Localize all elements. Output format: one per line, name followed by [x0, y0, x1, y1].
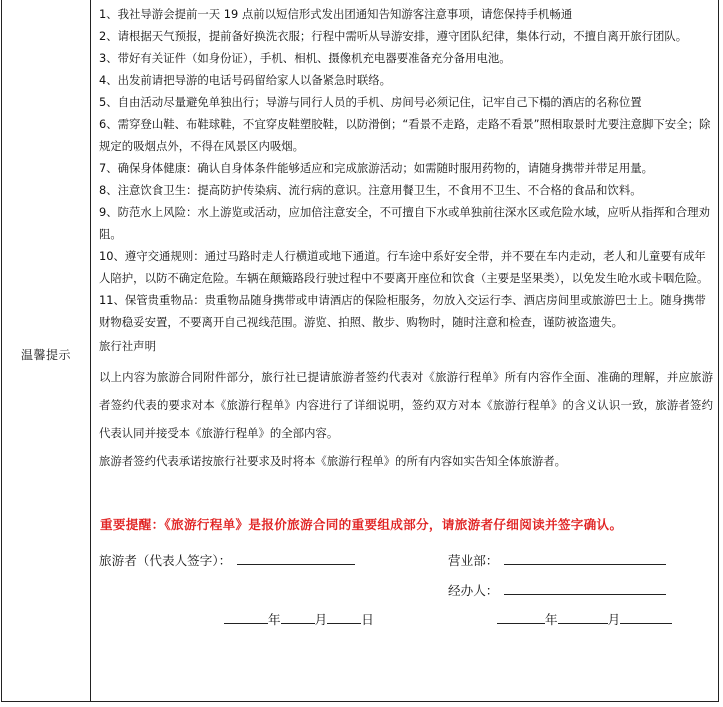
year-label: 年: [545, 612, 558, 627]
dept-signature-line[interactable]: [504, 550, 666, 565]
declaration-paragraph: 以上内容为旅游合同附件部分，旅行社已提请旅游者签约代表对《旅游行程单》所有内容作全面、准确的理解，并应旅游者签约代表的要求对本《旅游行程单》内容进行了详细说明，签约双方对本《旅游行程单》的含义认识一致，旅游者签约代表认同并接受本《旅游行程单》的全部内容。: [99, 370, 713, 440]
month-label: 月: [607, 612, 621, 627]
month-label: 月: [314, 612, 328, 627]
handler-label: 经办人：: [448, 583, 499, 598]
day-blank[interactable]: [327, 609, 361, 624]
day-blank-line[interactable]: [620, 609, 672, 624]
note-item: 2、请根据天气预报，提前备好换洗衣服；行程中需听从导游安排，遵守团队纪律，集体行动，不擅自离开旅行团队。: [99, 29, 688, 43]
month-blank[interactable]: [281, 609, 315, 624]
content-cell: [99, 3, 713, 475]
declaration-paragraph: 旅游者签约代表承诺按旅行社要求及时将本《旅游行程单》的所有内容如实告知全体旅游者。: [99, 454, 567, 468]
section-label-column: [2, 0, 91, 701]
declaration-title: 旅行社声明: [99, 339, 156, 353]
handler-signature-line[interactable]: [504, 580, 666, 595]
important-warning: 重要提醒：《旅游行程单》是报价旅游合同的重要组成部分，请旅游者仔细阅读并签字确认。: [100, 517, 623, 532]
note-item: 6、需穿登山鞋、布鞋球鞋，不宜穿皮鞋塑胶鞋，以防滑倒；“看景不走路，走路不看景”照相取景时尤要注意脚下安全；除规定的吸烟点外，不得在风景区内吸烟。: [99, 117, 711, 153]
note-item: 10、遵守交通规则：通过马路时走人行横道或地下通道。行车途中系好安全带，并不要在车内走动，老人和儿童要有成年人陪护，以防不确定危险。车辆在颠簸路段行驶过程中不要离开座位和饮食（主要是坚果类），以免发生呛水或卡咽危险。: [99, 249, 709, 285]
traveler-signature-label: 旅游者（代表人签字）：: [99, 553, 232, 568]
itinerary-sheet: [1, 0, 719, 702]
traveler-signature-row: [99, 550, 355, 569]
note-item: 9、防范水上风险：水上游览或活动，应加倍注意安全，不可擅自下水或单独前往深水区或危险水域，应听从指挥和合理劝阻。: [99, 205, 710, 241]
note-item: 8、注意饮食卫生：提高防护传染病、流行病的意识。注意用餐卫生，不食用不卫生、不合格的食品和饮料。: [99, 183, 642, 197]
section-label: 温馨提示: [20, 348, 71, 362]
day-label: 日: [361, 612, 374, 627]
note-item: 5、自由活动尽量避免单独出行；导游与同行人员的手机、房间号必须记住，记牢自己下榻的酒店的名称位置: [99, 95, 642, 109]
dept-label: 营业部：: [448, 553, 499, 568]
year-blank[interactable]: [224, 609, 268, 624]
note-item: 7、确保身体健康：确认自身体条件能够适应和完成旅游活动；如需随时服用药物的，请随身携带并带足用量。: [99, 161, 653, 175]
year-blank[interactable]: [497, 609, 545, 624]
handler-row: [448, 580, 666, 599]
traveler-date-row: [224, 609, 374, 628]
note-item: 4、出发前请把导游的电话号码留给家人以备紧急时联络。: [99, 73, 392, 87]
note-item: 3、带好有关证件（如身份证），手机、相机、摄像机充电器要准备充分备用电池。: [99, 51, 511, 65]
month-blank[interactable]: [558, 609, 608, 624]
notes-list: [99, 3, 713, 333]
note-item: 11、保管贵重物品：贵重物品随身携带或申请酒店的保险柜服务，勿放入交运行李、酒店房间里或旅游巴士上。随身携带财物稳妥安置，不要离开自己视线范围。游览、拍照、散步、购物时，随时注意和检查，谨防被盗遗失。: [99, 293, 706, 329]
agency-date-row: [497, 609, 672, 628]
note-item: 1、我社导游会提前一天 19 点前以短信形式发出团通知告知游客注意事项，请您保持手机畅通: [99, 7, 573, 21]
declaration-body: [99, 363, 713, 475]
year-label: 年: [268, 612, 281, 627]
traveler-signature-line[interactable]: [237, 550, 355, 565]
dept-row: [448, 550, 666, 569]
